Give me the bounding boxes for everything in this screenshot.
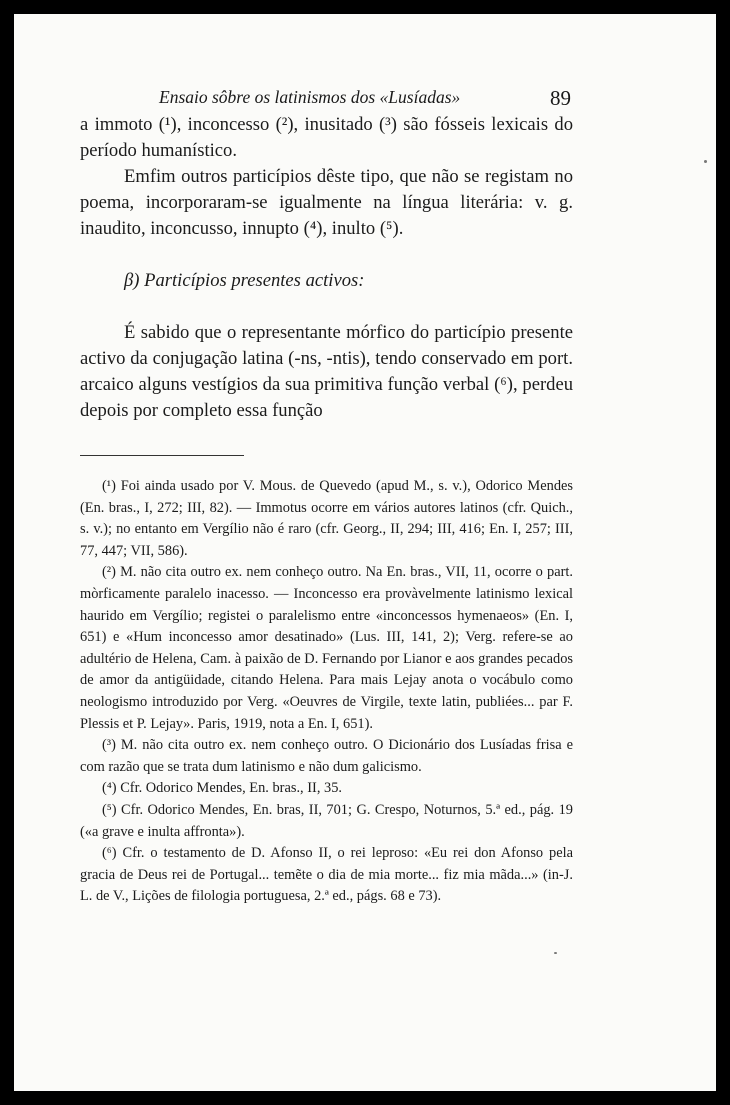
footnote-1: (¹) Foi ainda usado por V. Mous. de Quevedo (apud M., s. v.), Odorico Mendes (En. bras., I, 272; III, 82). — Immotus ocorre em vários autores latinos (cfr. Quich., s. v.); no entanto em Vergílio não é raro (cfr. Georg., II, 294; III, 416; En. I, 257; III, 77, 447; VII, 586).	[80, 478, 573, 559]
section-heading: β) Particípios presentes activos:	[124, 270, 365, 291]
footnote-4: (⁴) Cfr. Odorico Mendes, En. bras., II, 35.	[102, 780, 343, 797]
footnote-3: (³) M. não cita outro ex. nem conheço outro. O Dicionário dos Lusíadas frisa e com razão que se trata dum latinismo e não dum galicismo.	[80, 737, 573, 775]
paper-speck	[704, 160, 707, 163]
main-text	[80, 112, 573, 424]
running-title: Ensaio sôbre os latinismos dos «Lusíadas»	[159, 87, 461, 107]
footnote-2: (²) M. não cita outro ex. nem conheço outro. Na En. bras., VII, 11, ocorre o part. mòrficamente paralelo inacesso. — Inconcesso era provàvelmente latinismo lexical haurido em Vergílio; registei o paralelismo entre «inconcessos hymenaeos» (En. I, 651) e «Hum inconcesso amor desatinado» (Lus. III, 141, 2); Verg. refere-se ao adultério de Helena, Cam. à paixão de D. Fernando por Lianor e aos grandes pecados de amor da antigüidade, citando Helena. Para mais Lejay anota o vocábulo como neologismo introduzido por Verg. «Oeuvres de Virgile, texte latin, publiées... par F. Plessis et P. Lejay». Paris, 1919, nota a En. I, 651).	[80, 564, 573, 732]
footnotes	[80, 476, 573, 908]
paragraph-1: a immoto (¹), inconcesso (²), inusitado (³) são fósseis lexicais do período humanístico.	[80, 114, 573, 161]
footnote-5: (⁵) Cfr. Odorico Mendes, En. bras, II, 701; G. Crespo, Noturnos, 5.ª ed., pág. 19 («a grave e inulta affronta»).	[80, 801, 573, 840]
paragraph-3: É sabido que o representante mórfico do particípio presente activo da conjugação latina (-ns, -ntis), tendo conservado em port. arcaico alguns vestígios da sua primitiva função verbal (⁶), perdeu depois por completo essa função	[80, 322, 573, 421]
scan-border	[716, 0, 730, 1105]
paragraph-2: Emfim outros particípios dêste tipo, que não se registam no poema, incorporaram-se igualmente na língua literária: v. g. inaudito, inconcusso, innupto (⁴), inulto (⁵).	[80, 166, 573, 239]
footnote-6: (⁶) Cfr. o testamento de D. Afonso II, o rei leproso: «Eu rei don Afonso pela gracia de Deus rei de Portugal... temẽte o dia de mia morte... fiz mia mãda...» (in-J. L. de V., Lições de filologia portuguesa, 2.ª ed., págs. 68 e 73).	[80, 845, 573, 905]
paper-speck	[554, 952, 557, 954]
page-number: 89	[550, 86, 571, 110]
footnote-rule	[80, 455, 244, 456]
book-page	[14, 14, 718, 1091]
